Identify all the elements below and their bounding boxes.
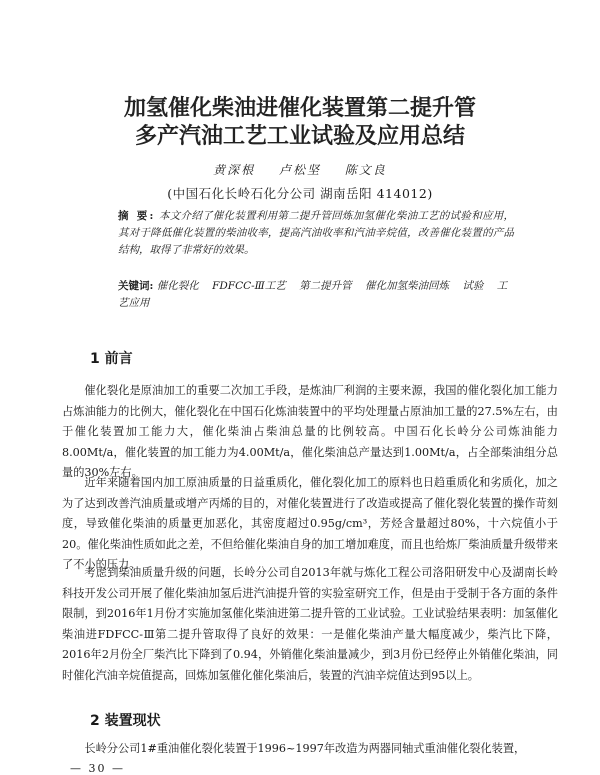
page-number: — 30 — <box>70 762 125 775</box>
keyword: 催化裂化 <box>156 280 199 292</box>
section-1-paragraph: 考虑到柴油质量升级的问题，长岭分公司自2013年就与炼化工程公司洛阳研发中心及湖南长岭科技开发公司开展了催化柴油加氢后进汽油提升管的实验室研究工作，但是由于受制于各方面的条件限制，到2016年1月份才实施加氢催化柴油进第二提升管的工业试验。工业试验结果表明：加氢催化柴油进FDFCC-Ⅲ第二提升管取得了良好的效果：一是催化柴油产量大幅度减少，柴汽比下降，2016年2月份全厂柴汽比下降到了0.94，外销催化柴油量减少，到3月份已经停止外销催化柴油，同时催化汽油辛烷值提高，回炼加氢催化催化柴油后，装置的汽油辛烷值达到95以上。 <box>62 566 558 682</box>
keyword: 工艺应用 <box>118 280 508 309</box>
keywords-label: 关键词: <box>118 280 154 292</box>
keywords <box>118 278 514 312</box>
abstract <box>118 208 514 259</box>
keyword: 催化加氢柴油回炼 <box>365 280 449 292</box>
section-2-paragraph: 长岭分公司1#重油催化裂化装置于1996~1997年改造为两器同轴式重油催化裂化装置， <box>84 742 526 755</box>
keyword: FDFCC-Ⅲ工艺 <box>212 280 286 292</box>
abstract-text: 本文介绍了催化装置利用第二提升管回炼加氢催化柴油工艺的试验和应用，其对于降低催化装置的柴油收率，提高汽油收率和汽油辛烷值，改善催化装置的产品结构，取得了非常好的效果。 <box>118 210 514 256</box>
authors: 黄深根 卢松坚 陈文良 <box>213 163 387 177</box>
affiliation: (中国石化长岭石化分公司 湖南岳阳 414012) <box>167 186 433 201</box>
section-2-heading: 2 装置现状 <box>90 713 161 729</box>
abstract-label: 摘 要: <box>118 210 156 222</box>
keyword: 试验 <box>462 280 484 292</box>
section-1-paragraph: 催化裂化是原油加工的重要二次加工手段，是炼油厂利润的主要来源，我国的催化裂化加工能力占炼油能力的比例大，催化裂化在中国石化炼油装置中的平均处理量占原油加工量的27.5%左右，由于催化装置加工能力大，催化柴油占柴油总量的比例较高。中国石化长岭分公司炼油能力8.00Mt/a，催化装置的加工能力为4.00Mt/a，催化柴油总产量达到1.00Mt/a，占全部柴油组分总量的30%左右。 <box>62 384 558 479</box>
section-1-paragraph: 近年来随着国内加工原油质量的日益重质化，催化裂化加工的原料也日趋重质化和劣质化，加之为了达到改善汽油质量或增产丙烯的目的，对催化装置进行了改造或提高了催化裂化装置的操作苛刻度，导致催化柴油的质量更加恶化，其密度超过0.95g/cm³，芳烃含量超过80%，十六烷值小于20。催化柴油性质如此之差，不但给催化柴油自身的加工增加难度，而且也给炼厂柴油质量升级带来了不小的压力。 <box>62 476 558 571</box>
section-1-heading: 1 前言 <box>90 351 133 367</box>
paper-title-line-2: 多产汽油工艺工业试验及应用总结 <box>134 124 465 149</box>
paper-title-line-1: 加氢催化柴油进催化装置第二提升管 <box>123 96 476 121</box>
keyword: 第二提升管 <box>299 280 352 292</box>
